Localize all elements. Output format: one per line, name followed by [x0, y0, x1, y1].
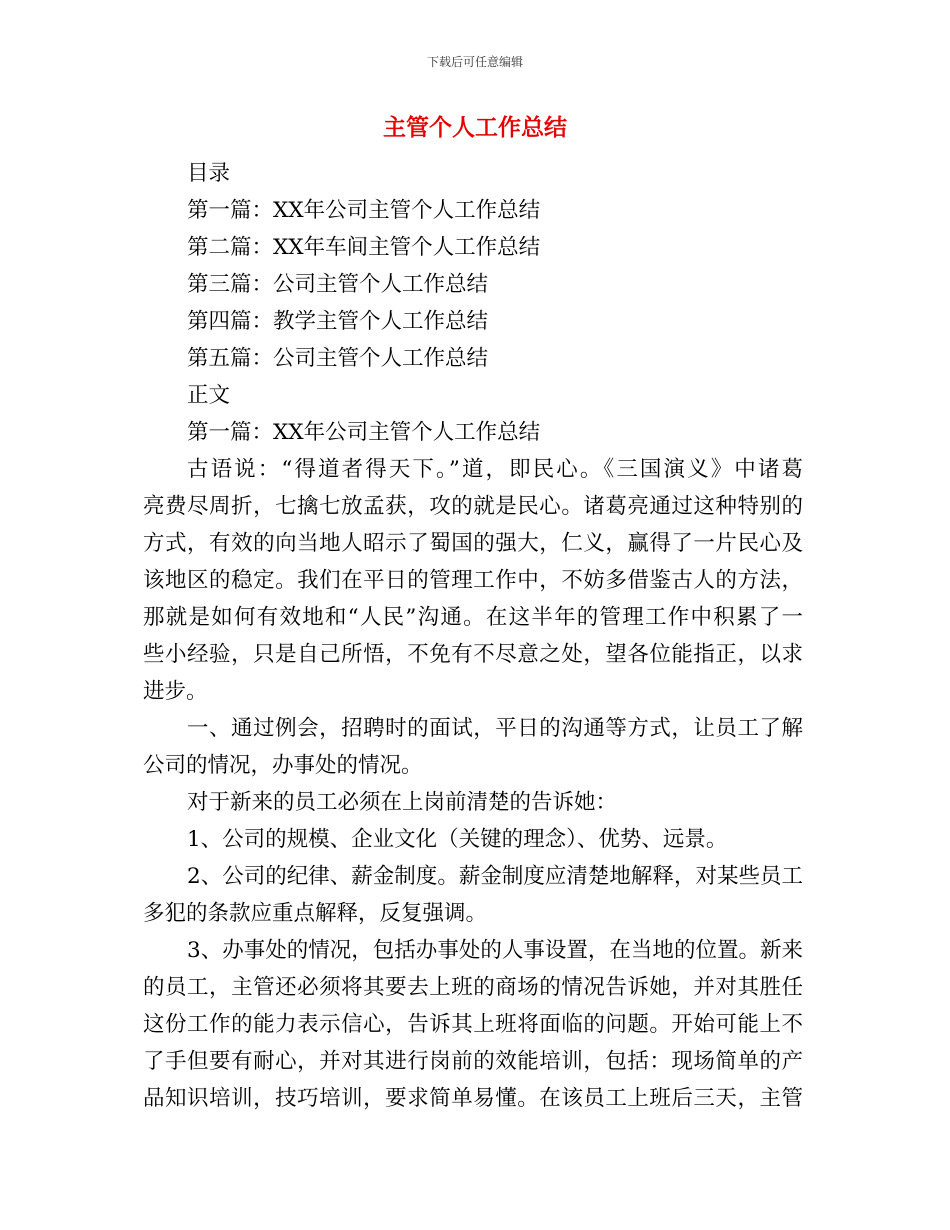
toc-item: 第二篇：XX年车间主管个人工作总结: [187, 235, 541, 260]
table-of-contents: [143, 155, 803, 377]
paragraph-line: 那就是如何有效地和“人民”沟通。在这半年的管理工作中积累了一: [143, 605, 803, 630]
paragraph-line: 的员工，主管还必须将其要去上班的商场的情况告诉她，并对其胜任: [143, 975, 803, 1000]
paragraph-line: 品知识培训，技巧培训，要求简单易懂。在该员工上班后三天，主管: [143, 1086, 803, 1111]
paragraph-line: 公司的情况，办事处的情况。: [143, 753, 423, 778]
paragraph-line: 对于新来的员工必须在上岗前清楚的告诉她：: [187, 790, 618, 815]
paragraph-line: 2、公司的纪律、薪金制度。薪金制度应清楚地解释，对某些员工: [187, 864, 803, 889]
paragraph: [143, 821, 803, 858]
paragraph-line: 些小经验，只是自己所悟，不免有不尽意之处，望各位能指正，以求: [143, 642, 803, 667]
paragraph-line: 多犯的条款应重点解释，反复强调。: [143, 901, 488, 926]
toc-item: 第三篇：公司主管个人工作总结: [187, 272, 489, 297]
paragraph-line: 方式，有效的向当地人昭示了蜀国的强大，仁义，赢得了一片民心及: [143, 531, 803, 556]
toc-heading: 目录: [187, 161, 231, 186]
paragraph-line: 了手但要有耐心，并对其进行岗前的效能培训，包括：现场简单的产: [143, 1049, 803, 1074]
paragraph: [143, 710, 803, 784]
paragraph-line: 亮费尽周折，七擒七放孟获，攻的就是民心。诸葛亮通过这种特别的: [143, 494, 803, 519]
toc-item: 第四篇：教学主管个人工作总结: [187, 309, 489, 334]
toc-item: 第五篇：公司主管个人工作总结: [187, 346, 489, 371]
section-title: 第一篇：XX年公司主管个人工作总结: [187, 420, 541, 445]
paragraph: [143, 451, 803, 710]
paragraph-line: 古语说：“得道者得天下。”道，即民心。《三国演义》中诸葛: [187, 457, 803, 482]
paragraph: [143, 784, 803, 821]
paragraph-line: 该地区的稳定。我们在平日的管理工作中，不妨多借鉴古人的方法，: [143, 568, 803, 593]
paragraph: [143, 932, 803, 1117]
document-body: [143, 155, 803, 1117]
paragraph: [143, 858, 803, 932]
paragraph-line: 一、通过例会，招聘时的面试，平日的沟通等方式，让员工了解: [187, 716, 803, 741]
paragraph-line: 这份工作的能力表示信心，告诉其上班将面临的问题。开始可能上不: [143, 1012, 803, 1037]
document-title: 主管个人工作总结: [383, 115, 567, 141]
toc-item: 第一篇：XX年公司主管个人工作总结: [187, 198, 541, 223]
paragraph-line: 进步。: [143, 679, 208, 704]
body-heading: 正文: [187, 383, 231, 408]
paragraph-line: 3、办事处的情况，包括办事处的人事设置，在当地的位置。新来: [187, 938, 803, 963]
paragraph-line: 1、公司的规模、企业文化（关键的理念）、优势、远景。: [187, 827, 728, 852]
page-header-note: 下载后可任意编辑: [426, 55, 523, 69]
